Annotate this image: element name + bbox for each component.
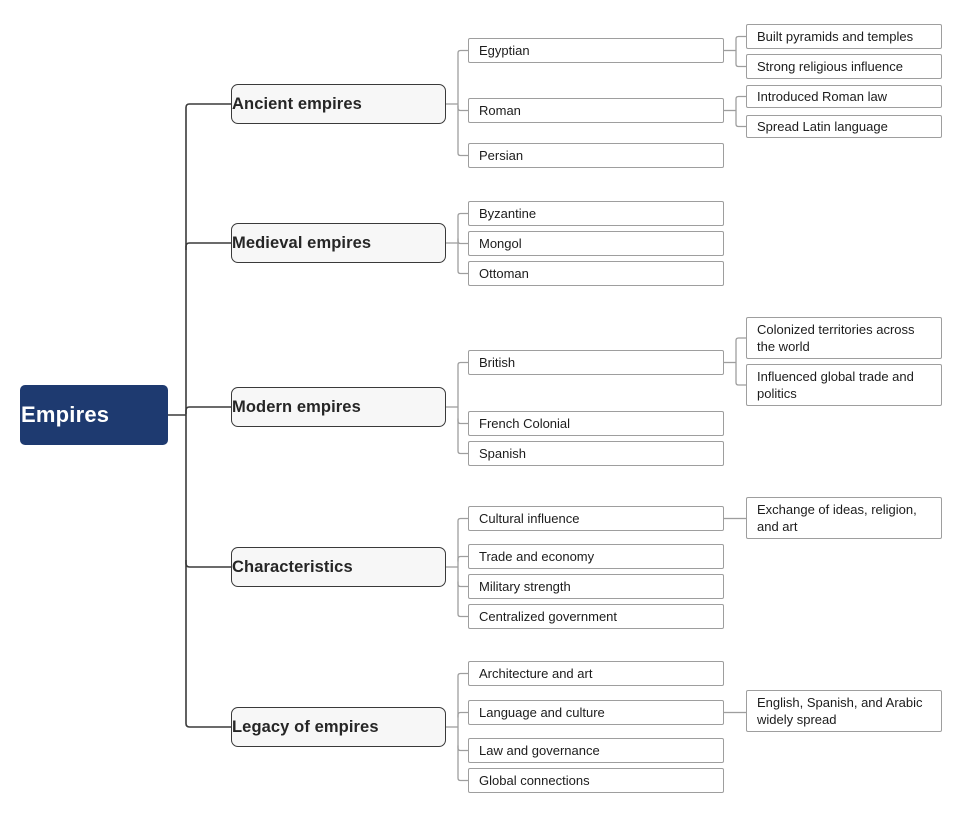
leaf-node-0-0-label: Egyptian xyxy=(479,43,530,58)
leaf-node-1-2-label: Ottoman xyxy=(479,266,529,281)
leaf-node-2-2[interactable] xyxy=(468,441,724,466)
leaf-node-1-0-label: Byzantine xyxy=(479,206,537,221)
leaf-node-3-2[interactable] xyxy=(468,574,724,599)
leaf-node-4-3-label: Global connections xyxy=(479,773,590,788)
leaf-node-3-3[interactable] xyxy=(468,604,724,629)
leaf-node-3-0-label: Cultural influence xyxy=(479,511,580,526)
leaf-node-1-1[interactable] xyxy=(468,231,724,256)
leaf-node-2-0[interactable] xyxy=(468,350,724,375)
detail-node-2-0-1[interactable] xyxy=(746,364,942,406)
leaf-node-0-0[interactable] xyxy=(468,38,724,63)
detail-node-0-0-1[interactable] xyxy=(746,54,942,79)
detail-node-2-0-0-label: Colonized territories across the world xyxy=(757,322,915,354)
leaf-node-4-0-label: Architecture and art xyxy=(479,666,593,681)
leaf-node-3-2-label: Military strength xyxy=(479,579,571,594)
detail-node-0-0-0[interactable] xyxy=(746,24,942,49)
leaf-node-4-1[interactable] xyxy=(468,700,724,725)
leaf-node-4-0[interactable] xyxy=(468,661,724,686)
branch-node-3-label: Characteristics xyxy=(232,557,353,576)
leaf-node-3-1[interactable] xyxy=(468,544,724,569)
detail-node-0-0-0-label: Built pyramids and temples xyxy=(757,29,914,44)
detail-node-4-1-0[interactable] xyxy=(746,690,942,732)
leaf-node-3-0[interactable] xyxy=(468,506,724,531)
leaf-node-2-0-label: British xyxy=(479,355,516,370)
branch-node-0[interactable] xyxy=(231,84,446,124)
detail-node-4-1-0-label: English, Spanish, and Arabic widely spread xyxy=(757,695,923,727)
leaf-node-4-3[interactable] xyxy=(468,768,724,793)
detail-node-0-1-0-label: Introduced Roman law xyxy=(757,89,888,104)
branch-node-2-label: Modern empires xyxy=(232,397,361,416)
root-node[interactable] xyxy=(20,385,168,445)
branch-node-1[interactable] xyxy=(231,223,446,263)
leaf-node-0-1[interactable] xyxy=(468,98,724,123)
detail-node-3-0-0-label: Exchange of ideas, religion, and art xyxy=(757,502,917,534)
leaf-node-2-1[interactable] xyxy=(468,411,724,436)
leaf-node-4-2-label: Law and governance xyxy=(479,743,600,758)
leaf-node-1-0[interactable] xyxy=(468,201,724,226)
leaf-node-0-2-label: Persian xyxy=(479,148,524,163)
leaf-node-3-1-label: Trade and economy xyxy=(479,549,595,564)
detail-node-3-0-0[interactable] xyxy=(746,497,942,539)
branch-node-2[interactable] xyxy=(231,387,446,427)
detail-node-0-1-0[interactable] xyxy=(746,85,942,108)
detail-node-0-1-1[interactable] xyxy=(746,115,942,138)
leaf-node-2-1-label: French Colonial xyxy=(479,416,571,431)
root-node-label: Empires xyxy=(21,402,110,427)
leaf-node-1-2[interactable] xyxy=(468,261,724,286)
branch-node-4-label: Legacy of empires xyxy=(232,717,379,736)
leaf-node-0-1-label: Roman xyxy=(479,103,521,118)
detail-node-2-0-0[interactable] xyxy=(746,317,942,359)
detail-node-0-1-1-label: Spread Latin language xyxy=(757,119,888,134)
branch-node-1-label: Medieval empires xyxy=(232,233,372,252)
branch-node-0-label: Ancient empires xyxy=(232,94,362,113)
branch-node-4[interactable] xyxy=(231,707,446,747)
leaf-node-4-1-label: Language and culture xyxy=(479,705,605,720)
leaf-node-4-2[interactable] xyxy=(468,738,724,763)
detail-node-0-0-1-label: Strong religious influence xyxy=(757,59,903,74)
leaf-node-3-3-label: Centralized government xyxy=(479,609,618,624)
detail-node-2-0-1-label: Influenced global trade and politics xyxy=(757,369,914,401)
branch-node-3[interactable] xyxy=(231,547,446,587)
leaf-node-0-2[interactable] xyxy=(468,143,724,168)
leaf-node-1-1-label: Mongol xyxy=(479,236,522,251)
leaf-node-2-2-label: Spanish xyxy=(479,446,526,461)
